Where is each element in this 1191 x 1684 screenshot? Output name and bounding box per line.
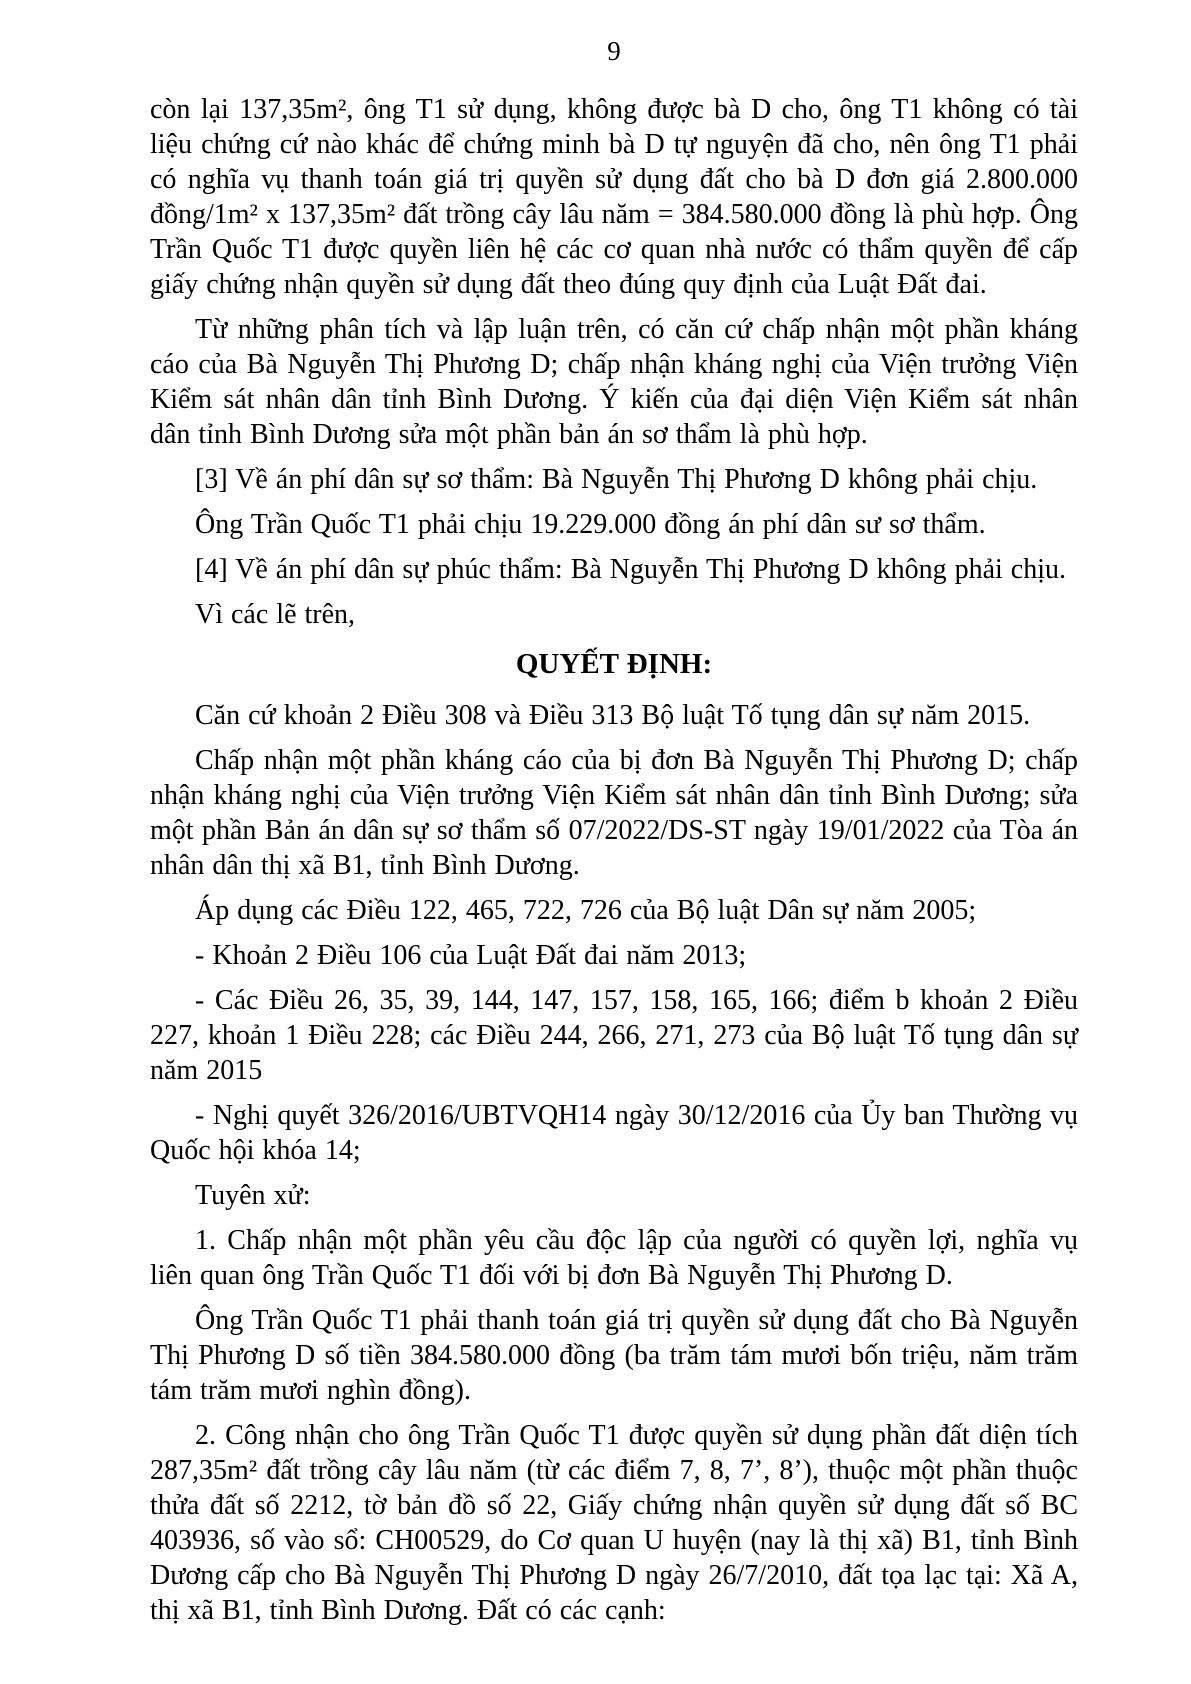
court-fee-first-instance-paragraph: [3] Về án phí dân sự sơ thẩm: Bà Nguyễn Thị Phương D không phải chịu.: [195, 464, 1038, 495]
court-fee-t1-paragraph: Ông Trần Quốc T1 phải chịu 19.229.000 đồng án phí dân sư sơ thẩm.: [195, 509, 986, 540]
decision-heading: QUYẾT ĐỊNH:: [515, 648, 713, 680]
procedure-articles-paragraph: - Các Điều 26, 35, 39, 144, 147, 157, 158, 165, 166; điểm b khoản 2 Điều 227, khoản 1 Điều 228; các Điều 244, 266, 271, 273 của Bộ luật Tố tụng dân sự năm 2015: [150, 985, 1078, 1086]
pronouncement-paragraph: Tuyên xử:: [195, 1180, 311, 1211]
resolution-326-paragraph: - Nghị quyết 326/2016/UBTVQH14 ngày 30/12/2016 của Ủy ban Thường vụ Quốc hội khóa 14;: [150, 1100, 1078, 1166]
opening-continuation-paragraph: còn lại 137,35m², ông T1 sử dụng, không được bà D cho, ông T1 không có tài liệu chứng cứ nào khác để chứng minh bà D tự nguyện đã cho, nên ông T1 phải có nghĩa vụ thanh toán giá trị quyền sử dụng đất cho bà D đơn giá 2.800.000 đồng/1m² x 137,35m² đất trồng cây lâu năm = 384.580.000 đồng là phù hợp. Ông Trần Quốc T1 được quyền liên hệ các cơ quan nhà nước có thẩm quyền để cấp giấy chứng nhận quyền sử dụng đất theo đúng quy định của Luật Đất đai.: [150, 94, 1078, 300]
page-number: 9: [607, 36, 621, 66]
applied-civil-code-paragraph: Áp dụng các Điều 122, 465, 722, 726 của Bộ luật Dân sự năm 2005;: [195, 895, 977, 926]
for-the-reasons-paragraph: Vì các lẽ trên,: [195, 599, 356, 630]
legal-basis-paragraph: Căn cứ khoản 2 Điều 308 và Điều 313 Bộ luật Tố tụng dân sự năm 2015.: [195, 700, 1031, 731]
appeal-acceptance-paragraph: Chấp nhận một phần kháng cáo của bị đơn Bà Nguyễn Thị Phương D; chấp nhận kháng nghị của Viện trưởng Viện Kiểm sát nhân dân tỉnh Bình Dương; sửa một phần Bản án dân sự sơ thẩm số 07/2022/DS-ST ngày 19/01/2022 của Tòa án nhân dân thị xã B1, tỉnh Bình Dương.: [150, 745, 1078, 881]
land-law-clause-paragraph: - Khoản 2 Điều 106 của Luật Đất đai năm 2013;: [195, 940, 747, 971]
payment-obligation-paragraph: Ông Trần Quốc T1 phải thanh toán giá trị quyền sử dụng đất cho Bà Nguyễn Thị Phương D số tiền 384.580.000 đồng (ba trăm tám mươi bốn triệu, năm trăm tám trăm mươi nghìn đồng).: [150, 1305, 1078, 1406]
court-fee-appeal-paragraph: [4] Về án phí dân sự phúc thẩm: Bà Nguyễn Thị Phương D không phải chịu.: [195, 554, 1067, 585]
judgment-text-body: [150, 92, 1078, 1628]
ruling-item-2-paragraph: 2. Công nhận cho ông Trần Quốc T1 được quyền sử dụng phần đất diện tích 287,35m² đất trồng cây lâu năm (từ các điểm 7, 8, 7’, 8’), thuộc một phần thuộc thửa đất số 2212, tờ bản đồ số 22, Giấy chứng nhận quyền sử dụng đất số BC 403936, số vào sổ: CH00529, do Cơ quan U huyện (nay là thị xã) B1, tỉnh Bình Dương cấp cho Bà Nguyễn Thị Phương D ngày 26/7/2010, đất tọa lạc tại: Xã A, thị xã B1, tỉnh Bình Dương. Đất có các cạnh:: [150, 1420, 1078, 1626]
ruling-item-1-paragraph: 1. Chấp nhận một phần yêu cầu độc lập của người có quyền lợi, nghĩa vụ liên quan ông Trần Quốc T1 đối với bị đơn Bà Nguyễn Thị Phương D.: [150, 1225, 1078, 1291]
analysis-conclusion-paragraph: Từ những phân tích và lập luận trên, có căn cứ chấp nhận một phần kháng cáo của Bà Nguyễn Thị Phương D; chấp nhận kháng nghị của Viện trưởng Viện Kiểm sát nhân dân tỉnh Bình Dương. Ý kiến của đại diện Viện Kiểm sát nhân dân tỉnh Bình Dương sửa một phần bản án sơ thẩm là phù hợp.: [150, 314, 1078, 450]
